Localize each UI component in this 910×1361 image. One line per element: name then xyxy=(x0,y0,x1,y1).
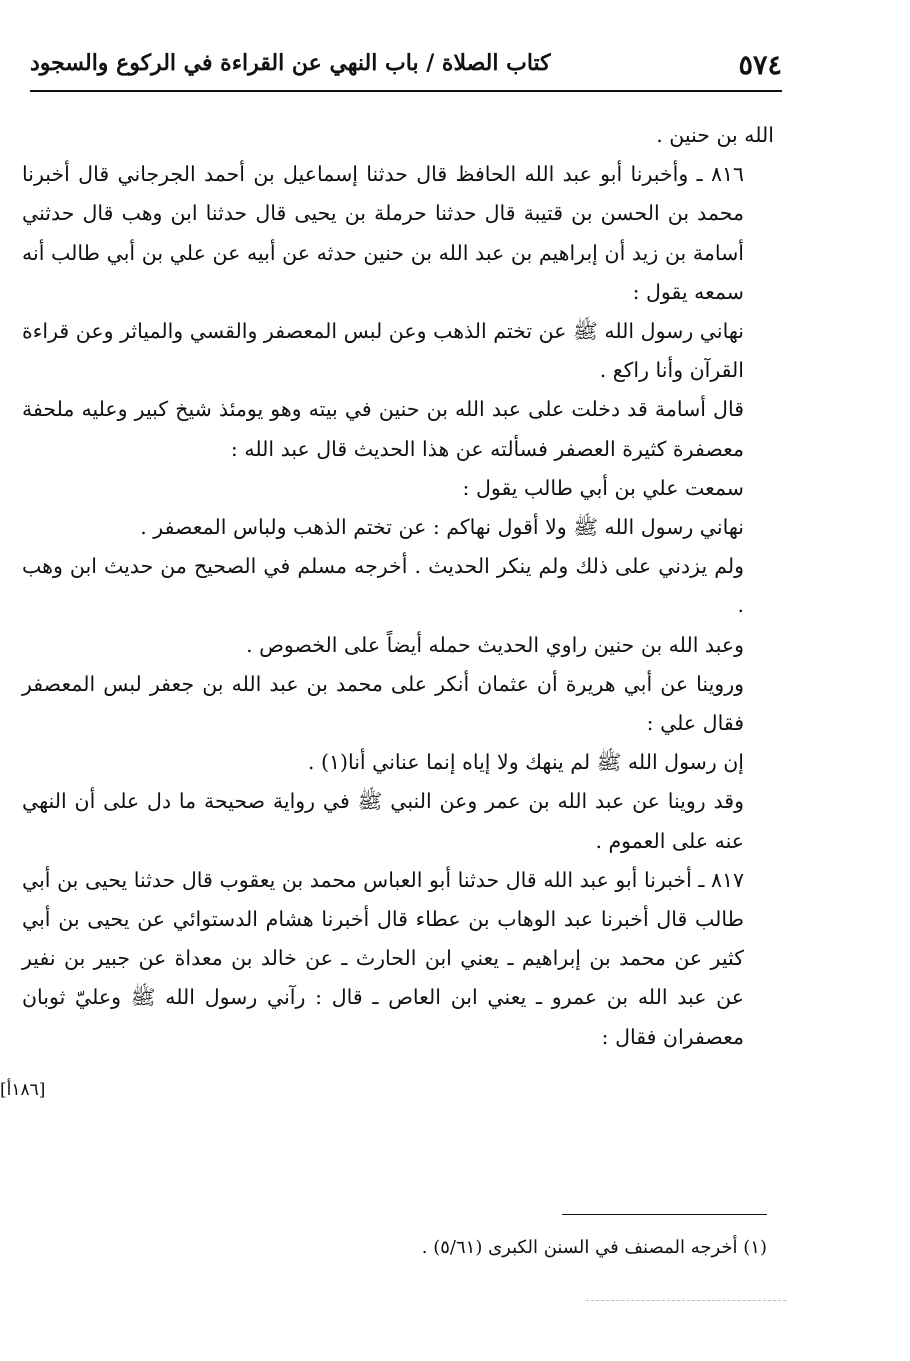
paragraph: وعبد الله بن حنين راوي الحديث حمله أيضاً على الخصوص . xyxy=(246,632,744,657)
footnote: (١) أخرجه المصنف في السنن الكبرى (٥/٦١) . xyxy=(421,1237,767,1258)
paragraph: ولم يزدني على ذلك ولم ينكر الحديث . أخرجه مسلم في الصحيح من حديث ابن وهب . xyxy=(22,554,744,618)
header-rule xyxy=(30,90,782,92)
running-title: كتاب الصلاة / باب النهي عن القراءة في الركوع والسجود xyxy=(30,50,551,76)
page-header xyxy=(30,42,782,86)
hadith-816: ٨١٦ ـ وأخبرنا أبو عبد الله الحافظ قال حدثنا إسماعيل بن أحمد الجرجاني قال أخبرنا محمد بن الحسن بن قتيبة قال حدثنا حرملة بن يحيى قال حدثنا ابن وهب قال حدثني أسامة بن زيد أن إبراهيم بن عبد الله بن حنين حدثه عن أبيه عن علي بن أبي طالب أنه سمعه يقول : xyxy=(22,162,744,304)
paragraph: إن رسول الله ﷺ لم ينهك ولا إياه إنما عناني أنا(١) . xyxy=(307,750,744,775)
paragraph: قال أسامة قد دخلت على عبد الله بن حنين في بيته وهو يومئذ شيخ كبير وعليه ملحفة معصفرة كثيرة العصفر فسألته عن هذا الحديث قال عبد الله : xyxy=(22,397,744,461)
manuscript-folio-note: [١٨٦أ] xyxy=(0,1080,46,1100)
paragraph: وروينا عن أبي هريرة أن عثمان أنكر على محمد بن عبد الله بن جعفر لبس المعصفر فقال علي : xyxy=(22,671,744,736)
paragraph: وقد روينا عن عبد الله بن عمر وعن النبي ﷺ في رواية صحيحة ما دل على أن النهي عنه على العموم . xyxy=(22,789,744,853)
footnote-rule xyxy=(562,1214,767,1215)
page-number: ٥٧٤ xyxy=(738,50,782,81)
paragraph: الله بن حنين . xyxy=(656,123,774,147)
paragraph: سمعت علي بن أبي طالب يقول : xyxy=(462,475,744,500)
scan-smudge xyxy=(586,1300,786,1301)
main-text xyxy=(22,116,774,1057)
paragraph: نهاني رسول الله ﷺ عن تختم الذهب وعن لبس المعصفر والقسي والمياثر وعن قراءة القرآن وأنا راكع . xyxy=(22,319,744,383)
hadith-817: ٨١٧ ـ أخبرنا أبو عبد الله قال حدثنا أبو العباس محمد بن يعقوب قال حدثنا يحيى بن أبي طالب قال أخبرنا عبد الوهاب بن عطاء قال أخبرنا هشام الدستوائي عن يحيى بن أبي كثير عن محمد بن إبراهيم ـ يعني ابن الحارث ـ عن خالد بن معداة عن جبير بن نفير عن عبد الله بن عمرو ـ يعني ابن العاص ـ قال : رآني رسول الله ﷺ وعليّ ثوبان معصفران فقال : xyxy=(22,867,744,1049)
paragraph: نهاني رسول الله ﷺ ولا أقول نهاكم : عن تختم الذهب ولباس المعصفر . xyxy=(140,515,744,540)
